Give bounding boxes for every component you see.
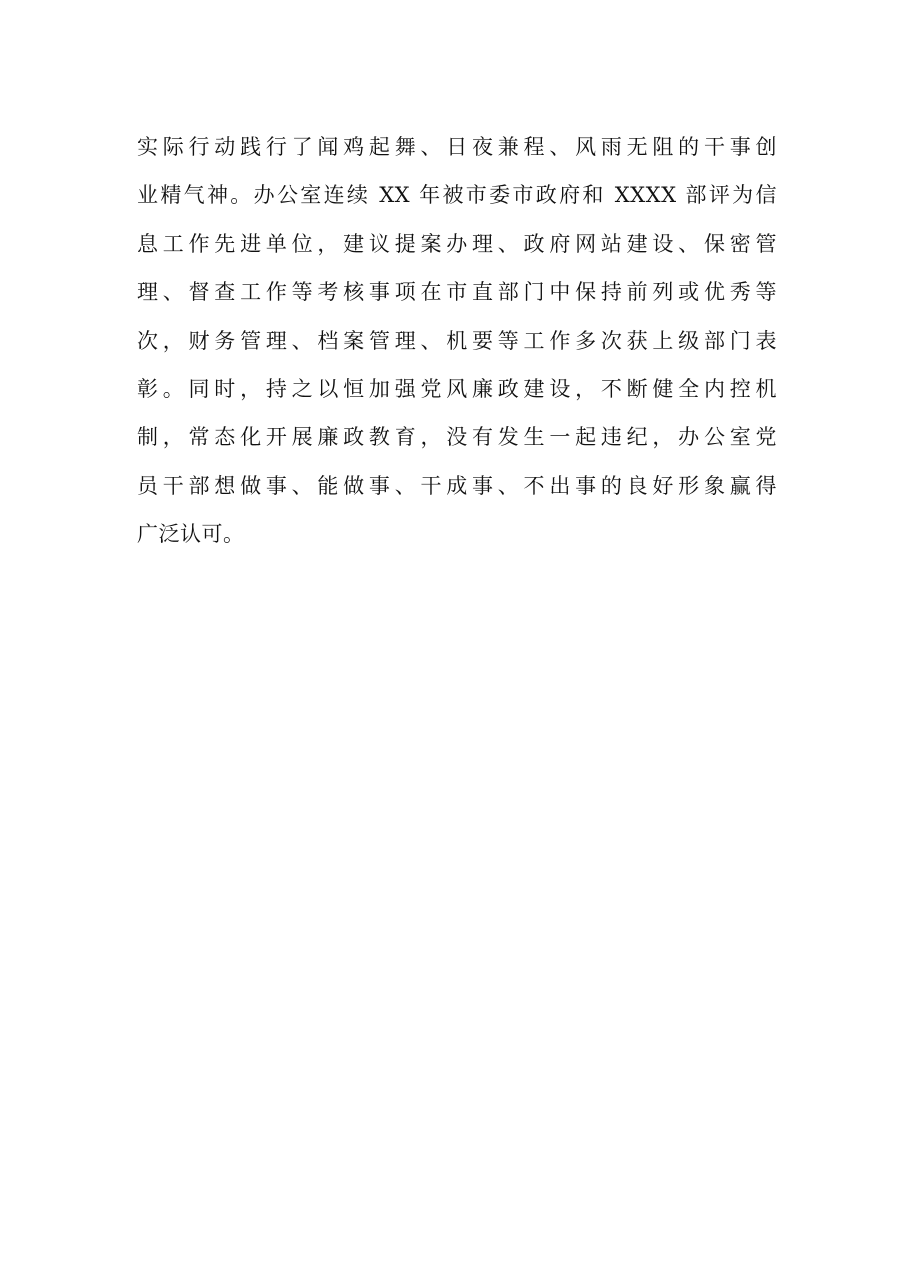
paragraph-line: 实际行动践行了闻鸡起舞、日夜兼程、风雨无阻的干事创 <box>137 135 777 159</box>
paragraph-line: 广泛认可。 <box>137 522 245 547</box>
paragraph-line: 业精气神。办公室连续 XX 年被市委市政府和 XXXX 部评为信 <box>137 183 777 208</box>
paragraph-line: 制，常态化开展廉政教育，没有发生一起违纪，办公室党 <box>137 425 777 450</box>
body-paragraph <box>137 123 777 559</box>
paragraph-line: 次，财务管理、档案管理、机要等工作多次获上级部门表 <box>137 328 777 353</box>
paragraph-line: 彰。同时，持之以恒加强党风廉政建设，不断健全内控机 <box>137 376 777 401</box>
paragraph-line: 理、督查工作等考核事项在市直部门中保持前列或优秀等 <box>137 280 777 305</box>
paragraph-line: 息工作先进单位，建议提案办理、政府网站建设、保密管 <box>137 231 777 256</box>
paragraph-line: 员干部想做事、能做事、干成事、不出事的良好形象赢得 <box>137 473 777 498</box>
